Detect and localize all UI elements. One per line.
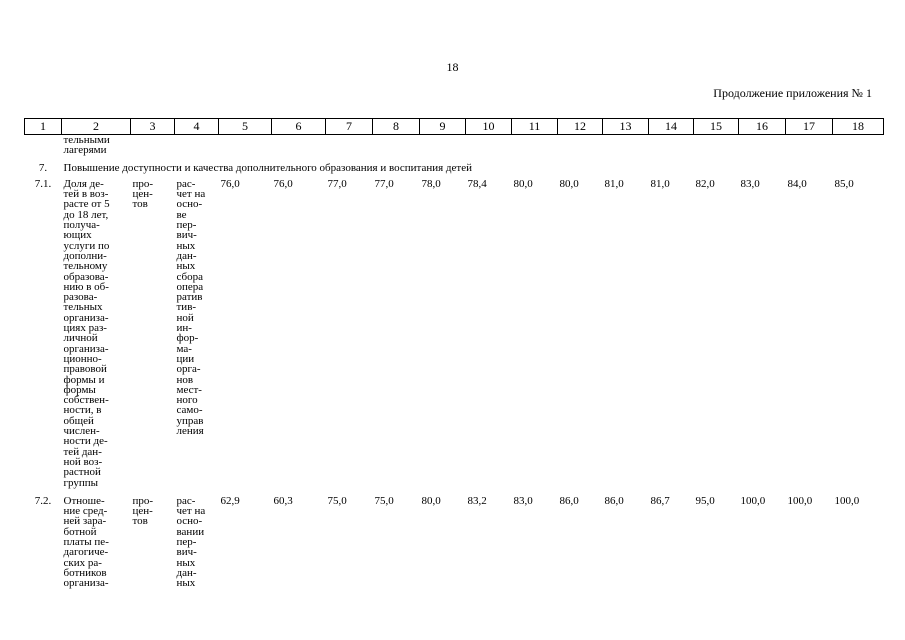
indicator-name bbox=[62, 496, 131, 597]
value-cell: 86,0 bbox=[604, 494, 624, 507]
indicator-name-text: Отноше- ние сред- ней зара- ботной платы пе- дагогиче- ских ра- ботников организа- bbox=[63, 494, 109, 590]
column-header: 15 bbox=[694, 119, 739, 135]
calculation-method bbox=[175, 496, 219, 597]
unit-of-measure bbox=[131, 179, 175, 496]
column-header: 2 bbox=[62, 119, 131, 135]
column-header: 12 bbox=[558, 119, 603, 135]
method-text: рас- чет на осно- вании пер- вич- ных дан- ных bbox=[176, 494, 206, 590]
value-cell: 83,0 bbox=[740, 177, 760, 190]
table-row bbox=[25, 496, 884, 597]
section-number: 7. bbox=[38, 161, 48, 174]
row-number: 7.2. bbox=[34, 494, 52, 507]
column-header: 17 bbox=[786, 119, 833, 135]
column-header: 18 bbox=[833, 119, 884, 135]
column-header: 9 bbox=[420, 119, 466, 135]
column-header: 3 bbox=[131, 119, 175, 135]
value-cell: 86,0 bbox=[559, 494, 579, 507]
column-header: 7 bbox=[326, 119, 373, 135]
value-cell: 60,3 bbox=[273, 494, 293, 507]
column-header: 4 bbox=[175, 119, 219, 135]
value-cell: 62,9 bbox=[220, 494, 240, 507]
appendix-continuation-caption: Продолжение приложения № 1 bbox=[713, 86, 872, 100]
row-number: 7.1. bbox=[34, 177, 52, 190]
section-title: Повышение доступности и качества дополнительного образования и воспитания детей bbox=[63, 161, 472, 174]
unit-text: про- цен- тов bbox=[132, 177, 154, 211]
value-cell: 83,0 bbox=[513, 494, 533, 507]
column-header: 13 bbox=[603, 119, 649, 135]
indicator-name bbox=[62, 179, 131, 496]
value-cell: 75,0 bbox=[327, 494, 347, 507]
table-row bbox=[25, 179, 884, 496]
value-cell: 76,0 bbox=[273, 177, 293, 190]
value-cell: 80,0 bbox=[421, 494, 441, 507]
continuation-text bbox=[62, 135, 131, 156]
page-number: 18 bbox=[446, 60, 459, 74]
section-row bbox=[25, 156, 884, 179]
continuation-text-content: тельными лагерями bbox=[63, 134, 110, 157]
value-cell: 80,0 bbox=[559, 177, 579, 190]
column-header: 14 bbox=[649, 119, 694, 135]
value-cell: 100,0 bbox=[834, 494, 860, 507]
column-header: 16 bbox=[739, 119, 786, 135]
column-header: 11 bbox=[512, 119, 558, 135]
unit-text: про- цен- тов bbox=[132, 494, 154, 528]
value-cell: 77,0 bbox=[374, 177, 394, 190]
method-text: рас- чет на осно- ве пер- вич- ных дан- ных сбора опера ратив тив- ной ин- фор- ма- ции орга- нов мест- ного само- управ ления bbox=[176, 177, 206, 438]
value-cell: 84,0 bbox=[787, 177, 807, 190]
value-cell: 100,0 bbox=[787, 494, 813, 507]
value-cell: 86,7 bbox=[650, 494, 670, 507]
value-cell: 83,2 bbox=[467, 494, 487, 507]
indicator-name-text: Доля де- тей в воз- расте от 5 до 18 лет, получа- ющих услуги по дополни- тельному образова- нию в об- разова- тельных организа- циях раз- личной организа- ционно- правовой формы и формы собствен- ности, в общей числен- ности де- тей дан- ной воз- растной группы bbox=[63, 177, 110, 489]
value-cell: 100,0 bbox=[740, 494, 766, 507]
column-number-row bbox=[25, 119, 884, 135]
unit-of-measure bbox=[131, 496, 175, 597]
value-cell: 81,0 bbox=[650, 177, 670, 190]
column-header: 10 bbox=[466, 119, 512, 135]
column-header: 8 bbox=[373, 119, 420, 135]
value-cell: 77,0 bbox=[327, 177, 347, 190]
continuation-row bbox=[25, 135, 884, 156]
value-cell: 80,0 bbox=[513, 177, 533, 190]
column-header: 6 bbox=[272, 119, 326, 135]
value-cell: 85,0 bbox=[834, 177, 854, 190]
indicator-table bbox=[24, 118, 884, 596]
column-header: 5 bbox=[219, 119, 272, 135]
column-header: 1 bbox=[25, 119, 62, 135]
value-cell: 95,0 bbox=[695, 494, 715, 507]
value-cell: 78,0 bbox=[421, 177, 441, 190]
value-cell: 76,0 bbox=[220, 177, 240, 190]
value-cell: 75,0 bbox=[374, 494, 394, 507]
value-cell: 81,0 bbox=[604, 177, 624, 190]
value-cell: 78,4 bbox=[467, 177, 487, 190]
value-cell: 82,0 bbox=[695, 177, 715, 190]
calculation-method bbox=[175, 179, 219, 496]
